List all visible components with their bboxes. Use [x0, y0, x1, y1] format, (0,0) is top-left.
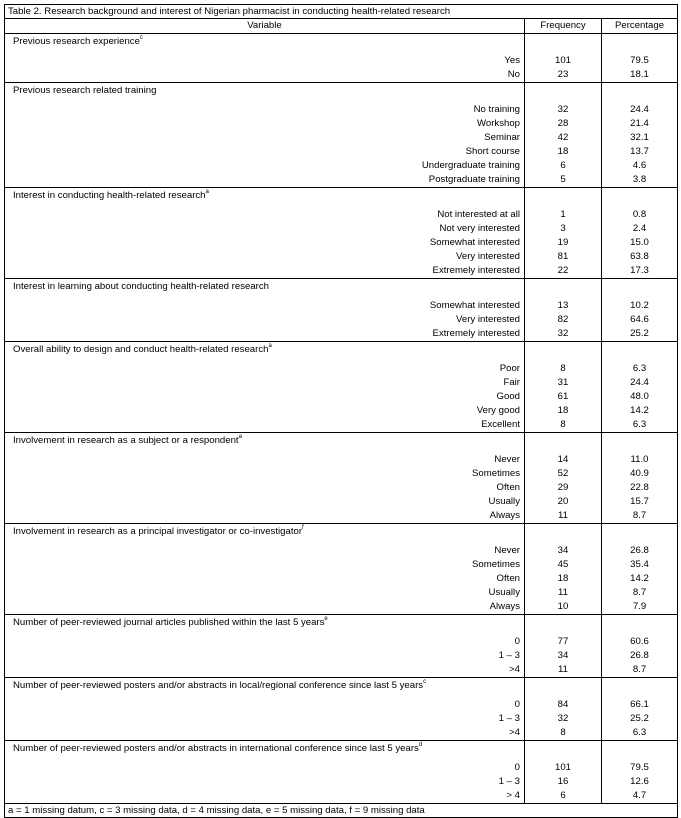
table-row [5, 173, 678, 188]
row-label: Postgraduate training [5, 173, 525, 188]
row-label: No training [5, 103, 525, 117]
table-row [5, 54, 678, 68]
percentage-cell: 2.4 [602, 222, 678, 236]
footnote-marker: a [268, 343, 272, 349]
empty-cell [525, 34, 602, 55]
footnote-marker: c [139, 35, 143, 41]
row-label: Usually [5, 495, 525, 509]
row-label: Somewhat interested [5, 236, 525, 250]
table-container [4, 4, 677, 818]
row-label: Never [5, 544, 525, 558]
section-title-text: Previous research related training [13, 85, 157, 96]
frequency-cell: 8 [525, 362, 602, 376]
frequency-cell: 61 [525, 390, 602, 404]
percentage-cell: 64.6 [602, 313, 678, 327]
empty-cell [525, 741, 602, 762]
table-row [5, 159, 678, 173]
header-percentage: Percentage [602, 19, 678, 34]
section-title-row [5, 279, 678, 300]
empty-cell [602, 741, 678, 762]
frequency-cell: 18 [525, 145, 602, 159]
frequency-cell: 22 [525, 264, 602, 279]
frequency-cell: 13 [525, 299, 602, 313]
frequency-cell: 32 [525, 103, 602, 117]
table-row [5, 362, 678, 376]
section-title-row [5, 433, 678, 454]
table-row [5, 698, 678, 712]
table-row [5, 761, 678, 775]
table-row [5, 390, 678, 404]
table-row [5, 117, 678, 131]
frequency-cell: 32 [525, 712, 602, 726]
percentage-cell: 24.4 [602, 103, 678, 117]
empty-cell [525, 188, 602, 209]
row-label: Always [5, 600, 525, 615]
percentage-cell: 25.2 [602, 712, 678, 726]
empty-cell [525, 433, 602, 454]
section-title-row [5, 34, 678, 55]
percentage-cell: 66.1 [602, 698, 678, 712]
table-row [5, 131, 678, 145]
percentage-cell: 0.8 [602, 208, 678, 222]
frequency-cell: 23 [525, 68, 602, 83]
row-label: Never [5, 453, 525, 467]
table-row [5, 635, 678, 649]
percentage-cell: 18.1 [602, 68, 678, 83]
footnote: a = 1 missing datum, c = 3 missing data, d = 4 missing data, e = 5 missing data, f = 9 missing data [5, 804, 678, 818]
section-title-row [5, 342, 678, 363]
section-title [5, 34, 525, 55]
percentage-cell: 79.5 [602, 761, 678, 775]
row-label: Excellent [5, 418, 525, 433]
table-row [5, 250, 678, 264]
row-label: Sometimes [5, 558, 525, 572]
table-row [5, 481, 678, 495]
empty-cell [602, 34, 678, 55]
header-frequency: Frequency [525, 19, 602, 34]
row-label: Often [5, 572, 525, 586]
percentage-cell: 40.9 [602, 467, 678, 481]
research-table [4, 4, 678, 818]
percentage-cell: 10.2 [602, 299, 678, 313]
row-label: > 4 [5, 789, 525, 804]
frequency-cell: 10 [525, 600, 602, 615]
frequency-cell: 16 [525, 775, 602, 789]
percentage-cell: 6.3 [602, 362, 678, 376]
row-label: Seminar [5, 131, 525, 145]
frequency-cell: 11 [525, 663, 602, 678]
header-row [5, 19, 678, 34]
table-row [5, 313, 678, 327]
percentage-cell: 63.8 [602, 250, 678, 264]
section-title-text: Number of peer-reviewed posters and/or abstracts in international conference since last 5 years [13, 743, 419, 754]
section-title-text: Overall ability to design and conduct health-related research [13, 344, 269, 355]
frequency-cell: 77 [525, 635, 602, 649]
row-label: >4 [5, 726, 525, 741]
frequency-cell: 52 [525, 467, 602, 481]
frequency-cell: 5 [525, 173, 602, 188]
percentage-cell: 22.8 [602, 481, 678, 495]
percentage-cell: 6.3 [602, 726, 678, 741]
percentage-cell: 7.9 [602, 600, 678, 615]
table-row [5, 404, 678, 418]
section-title-row [5, 678, 678, 699]
frequency-cell: 14 [525, 453, 602, 467]
percentage-cell: 15.7 [602, 495, 678, 509]
percentage-cell: 48.0 [602, 390, 678, 404]
table-row [5, 299, 678, 313]
section-title-row [5, 741, 678, 762]
percentage-cell: 4.6 [602, 159, 678, 173]
row-label: Very interested [5, 313, 525, 327]
row-label: 0 [5, 635, 525, 649]
percentage-cell: 8.7 [602, 586, 678, 600]
table-row [5, 789, 678, 804]
row-label: Fair [5, 376, 525, 390]
section-title [5, 83, 525, 104]
frequency-cell: 8 [525, 418, 602, 433]
table-row [5, 495, 678, 509]
empty-cell [602, 279, 678, 300]
row-label: Extremely interested [5, 327, 525, 342]
empty-cell [525, 83, 602, 104]
percentage-cell: 32.1 [602, 131, 678, 145]
percentage-cell: 8.7 [602, 663, 678, 678]
empty-cell [602, 678, 678, 699]
table-row [5, 572, 678, 586]
table-caption-row [5, 5, 678, 19]
footnote-marker: f [302, 525, 304, 531]
row-label: Not very interested [5, 222, 525, 236]
empty-cell [602, 342, 678, 363]
section-title-text: Previous research experience [13, 36, 140, 47]
section-title-row [5, 83, 678, 104]
table-row [5, 145, 678, 159]
row-label: 1 – 3 [5, 775, 525, 789]
empty-cell [525, 678, 602, 699]
section-title [5, 615, 525, 636]
table-row [5, 775, 678, 789]
table-row [5, 236, 678, 250]
frequency-cell: 19 [525, 236, 602, 250]
row-label: Usually [5, 586, 525, 600]
section-title-text: Involvement in research as a subject or a respondent [13, 435, 239, 446]
frequency-cell: 42 [525, 131, 602, 145]
footnote-row [5, 804, 678, 818]
percentage-cell: 14.2 [602, 404, 678, 418]
empty-cell [602, 83, 678, 104]
row-label: 0 [5, 761, 525, 775]
table-row [5, 222, 678, 236]
table-row [5, 509, 678, 524]
frequency-cell: 8 [525, 726, 602, 741]
section-title [5, 678, 525, 699]
section-title [5, 188, 525, 209]
section-title-text: Number of peer-reviewed posters and/or abstracts in local/regional conference since last 5 years [13, 680, 424, 691]
frequency-cell: 101 [525, 761, 602, 775]
percentage-cell: 3.8 [602, 173, 678, 188]
percentage-cell: 17.3 [602, 264, 678, 279]
row-label: Workshop [5, 117, 525, 131]
footnote-marker: a [238, 434, 242, 440]
frequency-cell: 18 [525, 404, 602, 418]
percentage-cell: 24.4 [602, 376, 678, 390]
table-row [5, 264, 678, 279]
row-label: Always [5, 509, 525, 524]
table-row [5, 208, 678, 222]
row-label: Sometimes [5, 467, 525, 481]
row-label: Very interested [5, 250, 525, 264]
section-title-row [5, 524, 678, 545]
percentage-cell: 60.6 [602, 635, 678, 649]
footnote-marker: a [205, 189, 209, 195]
footnote-marker: d [418, 742, 423, 748]
percentage-cell: 15.0 [602, 236, 678, 250]
row-label: 1 – 3 [5, 712, 525, 726]
percentage-cell: 25.2 [602, 327, 678, 342]
percentage-cell: 4.7 [602, 789, 678, 804]
header-variable: Variable [5, 19, 525, 34]
section-title [5, 741, 525, 762]
section-title [5, 279, 525, 300]
percentage-cell: 12.6 [602, 775, 678, 789]
table-row [5, 649, 678, 663]
percentage-cell: 8.7 [602, 509, 678, 524]
table-row [5, 418, 678, 433]
section-title [5, 342, 525, 363]
row-label: Short course [5, 145, 525, 159]
empty-cell [525, 342, 602, 363]
table-caption: Table 2. Research background and interest of Nigerian pharmacist in conducting health-related research [5, 5, 678, 19]
frequency-cell: 28 [525, 117, 602, 131]
table-row [5, 586, 678, 600]
row-label: Very good [5, 404, 525, 418]
frequency-cell: 29 [525, 481, 602, 495]
section-title [5, 524, 525, 545]
empty-cell [525, 279, 602, 300]
row-label: Often [5, 481, 525, 495]
frequency-cell: 45 [525, 558, 602, 572]
frequency-cell: 31 [525, 376, 602, 390]
section-title-text: Interest in conducting health-related research [13, 190, 206, 201]
section-title-text: Number of peer-reviewed journal articles published within the last 5 years [13, 617, 325, 628]
percentage-cell: 11.0 [602, 453, 678, 467]
frequency-cell: 101 [525, 54, 602, 68]
percentage-cell: 13.7 [602, 145, 678, 159]
section-title-row [5, 615, 678, 636]
frequency-cell: 6 [525, 789, 602, 804]
row-label: Not interested at all [5, 208, 525, 222]
frequency-cell: 34 [525, 544, 602, 558]
table-row [5, 600, 678, 615]
percentage-cell: 14.2 [602, 572, 678, 586]
row-label: No [5, 68, 525, 83]
section-title-row [5, 188, 678, 209]
frequency-cell: 82 [525, 313, 602, 327]
frequency-cell: 11 [525, 509, 602, 524]
percentage-cell: 21.4 [602, 117, 678, 131]
section-title-text: Involvement in research as a principal investigator or co-investigator [13, 526, 303, 537]
percentage-cell: 35.4 [602, 558, 678, 572]
percentage-cell: 6.3 [602, 418, 678, 433]
table-row [5, 327, 678, 342]
row-label: Undergraduate training [5, 159, 525, 173]
frequency-cell: 32 [525, 327, 602, 342]
frequency-cell: 3 [525, 222, 602, 236]
percentage-cell: 26.8 [602, 544, 678, 558]
empty-cell [602, 433, 678, 454]
frequency-cell: 6 [525, 159, 602, 173]
frequency-cell: 34 [525, 649, 602, 663]
percentage-cell: 79.5 [602, 54, 678, 68]
row-label: Extremely interested [5, 264, 525, 279]
table-row [5, 663, 678, 678]
empty-cell [525, 615, 602, 636]
frequency-cell: 20 [525, 495, 602, 509]
table-row [5, 103, 678, 117]
empty-cell [602, 615, 678, 636]
table-row [5, 712, 678, 726]
row-label: Good [5, 390, 525, 404]
empty-cell [602, 524, 678, 545]
footnote-marker: e [324, 616, 328, 622]
frequency-cell: 18 [525, 572, 602, 586]
table-row [5, 453, 678, 467]
row-label: 1 – 3 [5, 649, 525, 663]
percentage-cell: 26.8 [602, 649, 678, 663]
footnote-marker: c [423, 679, 427, 685]
frequency-cell: 1 [525, 208, 602, 222]
row-label: Yes [5, 54, 525, 68]
table-row [5, 558, 678, 572]
row-label: 0 [5, 698, 525, 712]
frequency-cell: 11 [525, 586, 602, 600]
table-row [5, 68, 678, 83]
table-row [5, 467, 678, 481]
row-label: Somewhat interested [5, 299, 525, 313]
row-label: Poor [5, 362, 525, 376]
frequency-cell: 81 [525, 250, 602, 264]
table-row [5, 376, 678, 390]
empty-cell [525, 524, 602, 545]
empty-cell [602, 188, 678, 209]
frequency-cell: 84 [525, 698, 602, 712]
row-label: >4 [5, 663, 525, 678]
table-row [5, 726, 678, 741]
section-title-text: Interest in learning about conducting health-related research [13, 281, 269, 292]
table-row [5, 544, 678, 558]
section-title [5, 433, 525, 454]
